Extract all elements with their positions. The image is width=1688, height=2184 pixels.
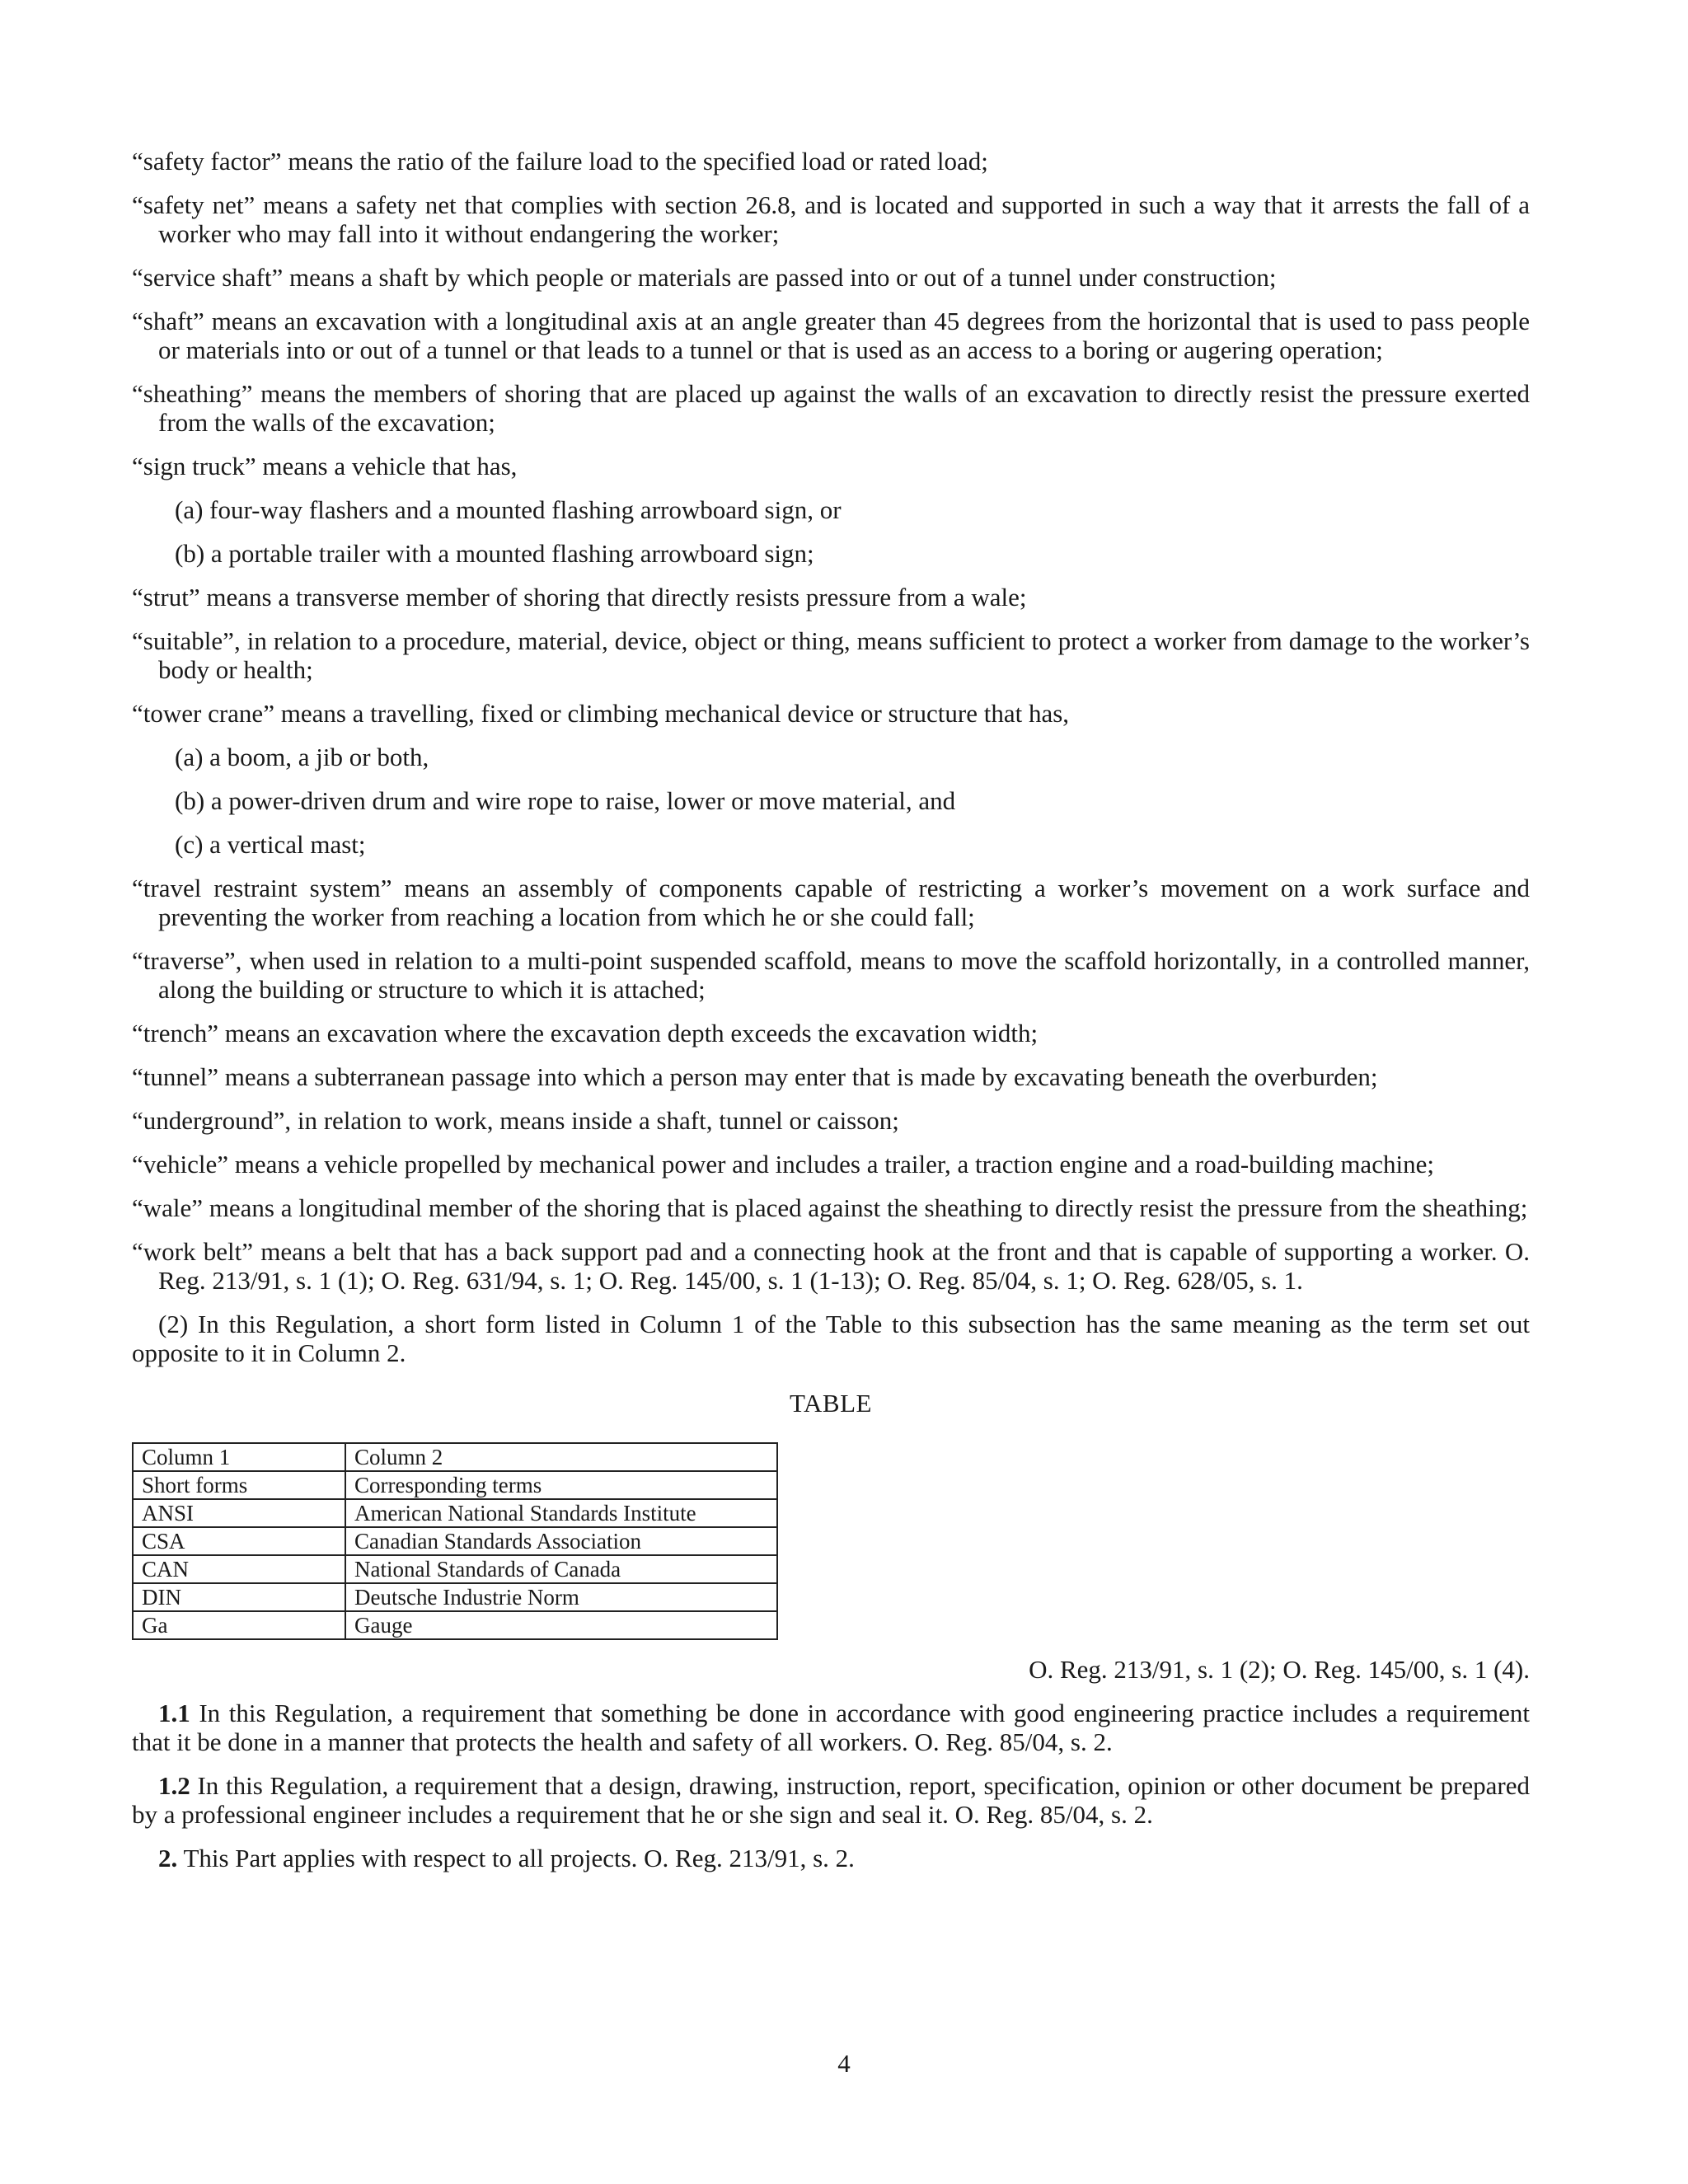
table-cell-term: Gauge [345,1611,777,1639]
sign-truck-clauses [132,495,1530,568]
section-2-text: This Part applies with respect to all projects. O. Reg. 213/91, s. 2. [177,1844,855,1872]
section-1-2 [132,1771,1530,1829]
definitions-group-a [132,147,1530,480]
def-sheathing: “sheathing” means the members of shoring that are placed up against the walls of an excavation to directly resist the pressure exerted from the walls of the excavation; [132,379,1530,437]
table-cell-term: Corresponding terms [345,1471,777,1499]
table-row [133,1471,777,1499]
def-travel-restraint-system: “travel restraint system” means an assembly of components capable of restricting a worker’s movement on a work surface and preventing the worker from reaching a location from which he or she could fall; [132,874,1530,931]
def-service-shaft: “service shaft” means a shaft by which people or materials are passed into or out of a tunnel under construction; [132,263,1277,292]
definitions-group-b [132,583,1530,728]
table-row [133,1611,777,1639]
def-strut: “strut” means a transverse member of shoring that directly resists pressure from a wale; [132,583,1027,612]
section-2-number: 2. [158,1844,178,1872]
def-tower-crane: “tower crane” means a travelling, fixed or climbing mechanical device or structure that has, [132,699,1070,728]
section-1-1 [132,1699,1530,1756]
table-row [133,1527,777,1555]
table-cell-term: Canadian Standards Association [345,1527,777,1555]
table-source-citation: O. Reg. 213/91, s. 1 (2); O. Reg. 145/00, s. 1 (4). [1029,1655,1530,1684]
table-cell-short-form: Column 1 [133,1443,345,1471]
section-1-2-text: In this Regulation, a requirement that a design, drawing, instruction, report, specification, opinion or other document be prepared by a professional engineer includes a requirement that he or she sign and seal it. O. Reg. 85/04, s. 2. [132,1771,1530,1829]
tower-crane-clauses [132,743,1530,859]
document-body [132,147,1530,1887]
sign-truck-clause: (b) a portable trailer with a mounted flashing arrowboard sign; [175,539,814,568]
def-tunnel: “tunnel” means a subterranean passage into which a person may enter that is made by excavating beneath the overburden; [132,1062,1378,1091]
table-row [133,1443,777,1471]
table-cell-term: American National Standards Institute [345,1499,777,1527]
def-shaft: “shaft” means an excavation with a longitudinal axis at an angle greater than 45 degrees from the horizontal that is used to pass people or materials into or out of a tunnel or that leads to a tunnel or that is used as an access to a boring or augering operation; [132,307,1530,364]
short-forms-table [132,1442,778,1640]
table-cell-short-form: CAN [133,1555,345,1583]
def-sign-truck: “sign truck” means a vehicle that has, [132,452,518,480]
def-underground: “underground”, in relation to work, means inside a shaft, tunnel or caisson; [132,1106,899,1135]
table-cell-short-form: Short forms [133,1471,345,1499]
table-cell-short-form: ANSI [133,1499,345,1527]
definitions-group-c [132,874,1530,1295]
table-cell-term: Column 2 [345,1443,777,1471]
def-traverse: “traverse”, when used in relation to a multi-point suspended scaffold, means to move the scaffold horizontally, in a controlled manner, along the building or structure to which it is attached; [132,946,1530,1004]
table-cell-short-form: Ga [133,1611,345,1639]
section-1-1-text: In this Regulation, a requirement that something be done in accordance with good engineering practice includes a requirement that it be done in a manner that protects the health and safety of all workers. O. Reg. 85/04, s. 2. [132,1699,1530,1756]
tower-crane-clause: (b) a power-driven drum and wire rope to raise, lower or move material, and [175,786,956,815]
table-cell-short-form: CSA [133,1527,345,1555]
def-suitable: “suitable”, in relation to a procedure, material, device, object or thing, means sufficient to protect a worker from damage to the worker’s body or health; [132,626,1530,684]
table-row [133,1583,777,1611]
table-cell-term: Deutsche Industrie Norm [345,1583,777,1611]
sign-truck-clause: (a) four-way flashers and a mounted flashing arrowboard sign, or [175,495,842,524]
def-vehicle: “vehicle” means a vehicle propelled by mechanical power and includes a trailer, a traction engine and a road-building machine; [132,1150,1434,1179]
def-trench: “trench” means an excavation where the excavation depth exceeds the excavation width; [132,1019,1039,1047]
def-work-belt: “work belt” means a belt that has a back support pad and a connecting hook at the front and that is capable of supporting a worker. O. Reg. 213/91, s. 1 (1); O. Reg. 631/94, s. 1; O. Reg. 145/00, s. 1 (1-13); O. Reg. 85/04, s. 1; O. Reg. 628/05, s. 1. [132,1237,1530,1295]
def-safety-net: “safety net” means a safety net that complies with section 26.8, and is located and supported in such a way that it arrests the fall of a worker who may fall into it without endangering the worker; [132,190,1530,248]
def-safety-factor: “safety factor” means the ratio of the failure load to the specified load or rated load; [132,147,988,176]
tower-crane-clause: (c) a vertical mast; [175,830,366,859]
page-number: 4 [837,2049,851,2078]
tower-crane-clause: (a) a boom, a jib or both, [175,743,429,771]
section-2 [132,1844,1530,1872]
section-1-2-number: 1.2 [158,1771,190,1800]
section-1-1-number: 1.1 [158,1699,190,1727]
table-row [133,1499,777,1527]
table-row [133,1555,777,1583]
subsection-2: (2) In this Regulation, a short form listed in Column 1 of the Table to this subsection has the same meaning as the term set out opposite to it in Column 2. [132,1310,1530,1367]
def-wale: “wale” means a longitudinal member of the shoring that is placed against the sheathing to directly resist the pressure from the sheathing; [132,1193,1528,1222]
table-heading: TABLE [790,1389,872,1418]
table-cell-short-form: DIN [133,1583,345,1611]
table-cell-term: National Standards of Canada [345,1555,777,1583]
